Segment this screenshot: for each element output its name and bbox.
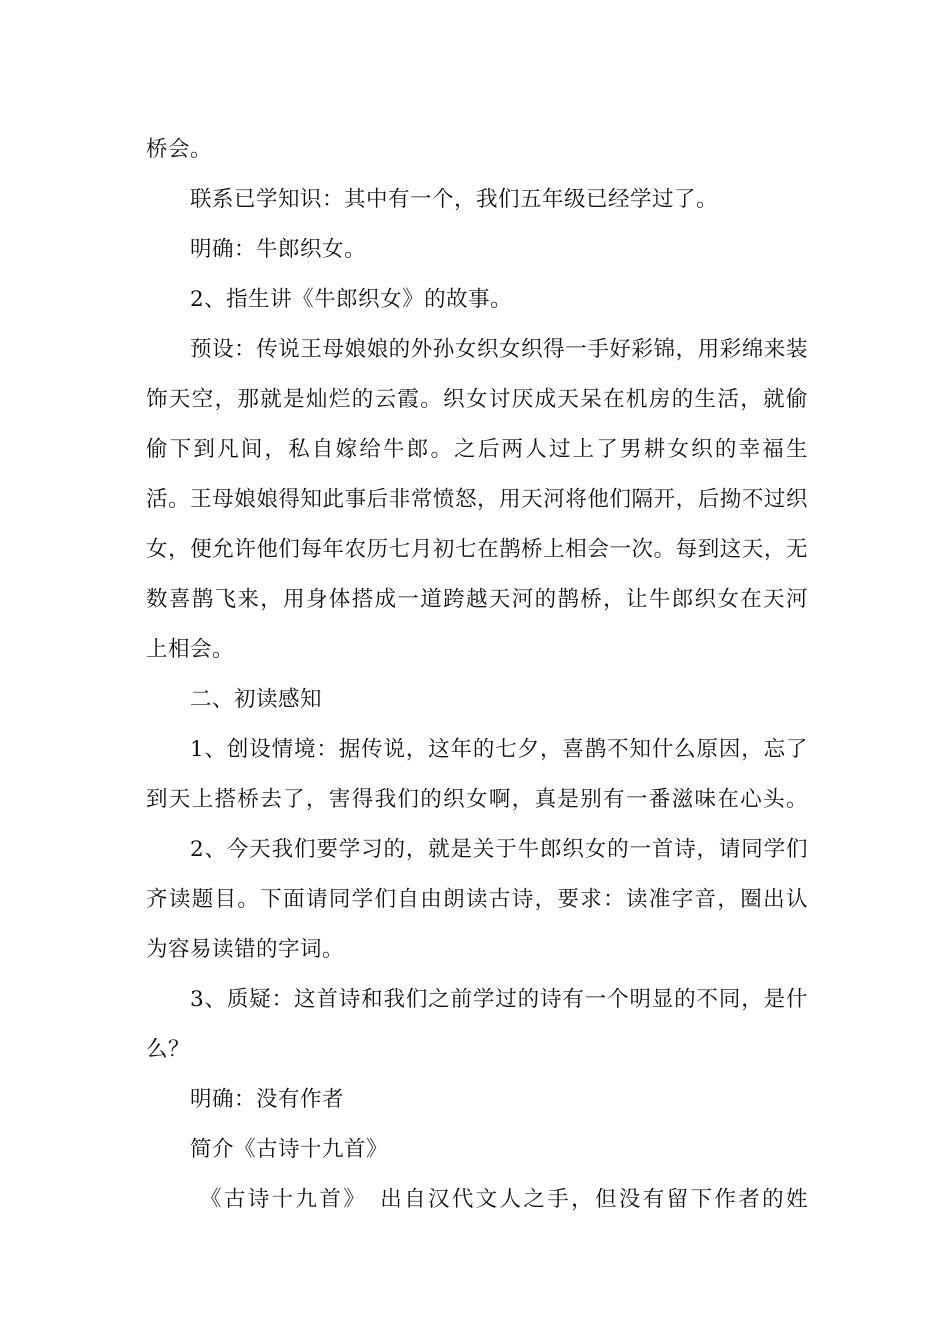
text-line: 饰天空，那就是灿烂的云霞。织女讨厌成天呆在机房的生活，就偷 (146, 387, 808, 412)
text-line: 简介《古诗十九首》 (190, 1137, 389, 1162)
text-line: 么？ (146, 1037, 191, 1062)
text-line: 《古诗十九首》 出自汉代文人之手，但没有留下作者的姓 (200, 1187, 808, 1212)
text-line: 1、创设情境：据传说，这年的七夕，喜鹊不知什么原因，忘了 (190, 737, 808, 762)
text-line: 活。王母娘娘得知此事后非常愤怒，用天河将他们隔开，后拗不过织 (146, 487, 808, 512)
document-body (146, 125, 808, 1225)
text-line: 2、指生讲《牛郎织女》的故事。 (190, 287, 513, 312)
text-line: 桥会。 (146, 137, 213, 162)
text-line: 2、今天我们要学习的，就是关于牛郎织女的一首诗，请同学们 (190, 837, 808, 862)
text-line: 偷下到凡间，私自嫁给牛郎。之后两人过上了男耕女织的幸福生 (146, 437, 808, 462)
text-line: 女，便允许他们每年农历七月初七在鹊桥上相会一次。每到这天，无 (146, 537, 808, 562)
text-line: 齐读题目。下面请同学们自由朗读古诗，要求：读准字音，圈出认 (146, 887, 808, 912)
text-line: 明确：没有作者 (190, 1087, 345, 1112)
text-line: 明确：牛郎织女。 (190, 237, 367, 262)
text-line: 联系已学知识：其中有一个，我们五年级已经学过了。 (190, 187, 719, 212)
section-heading: 二、初读感知 (190, 687, 323, 712)
text-line: 数喜鹊飞来，用身体搭成一道跨越天河的鹊桥，让牛郎织女在天河 (146, 587, 808, 612)
text-line: 预设：传说王母娘娘的外孙女织女织得一手好彩锦，用彩绵来装 (190, 337, 808, 362)
text-line: 3、质疑：这首诗和我们之前学过的诗有一个明显的不同，是什 (190, 987, 808, 1012)
text-line: 上相会。 (146, 637, 235, 662)
text-line: 为容易读错的字词。 (146, 937, 345, 962)
text-line: 到天上搭桥去了，害得我们的织女啊，真是别有一番滋味在心头。 (146, 787, 808, 812)
